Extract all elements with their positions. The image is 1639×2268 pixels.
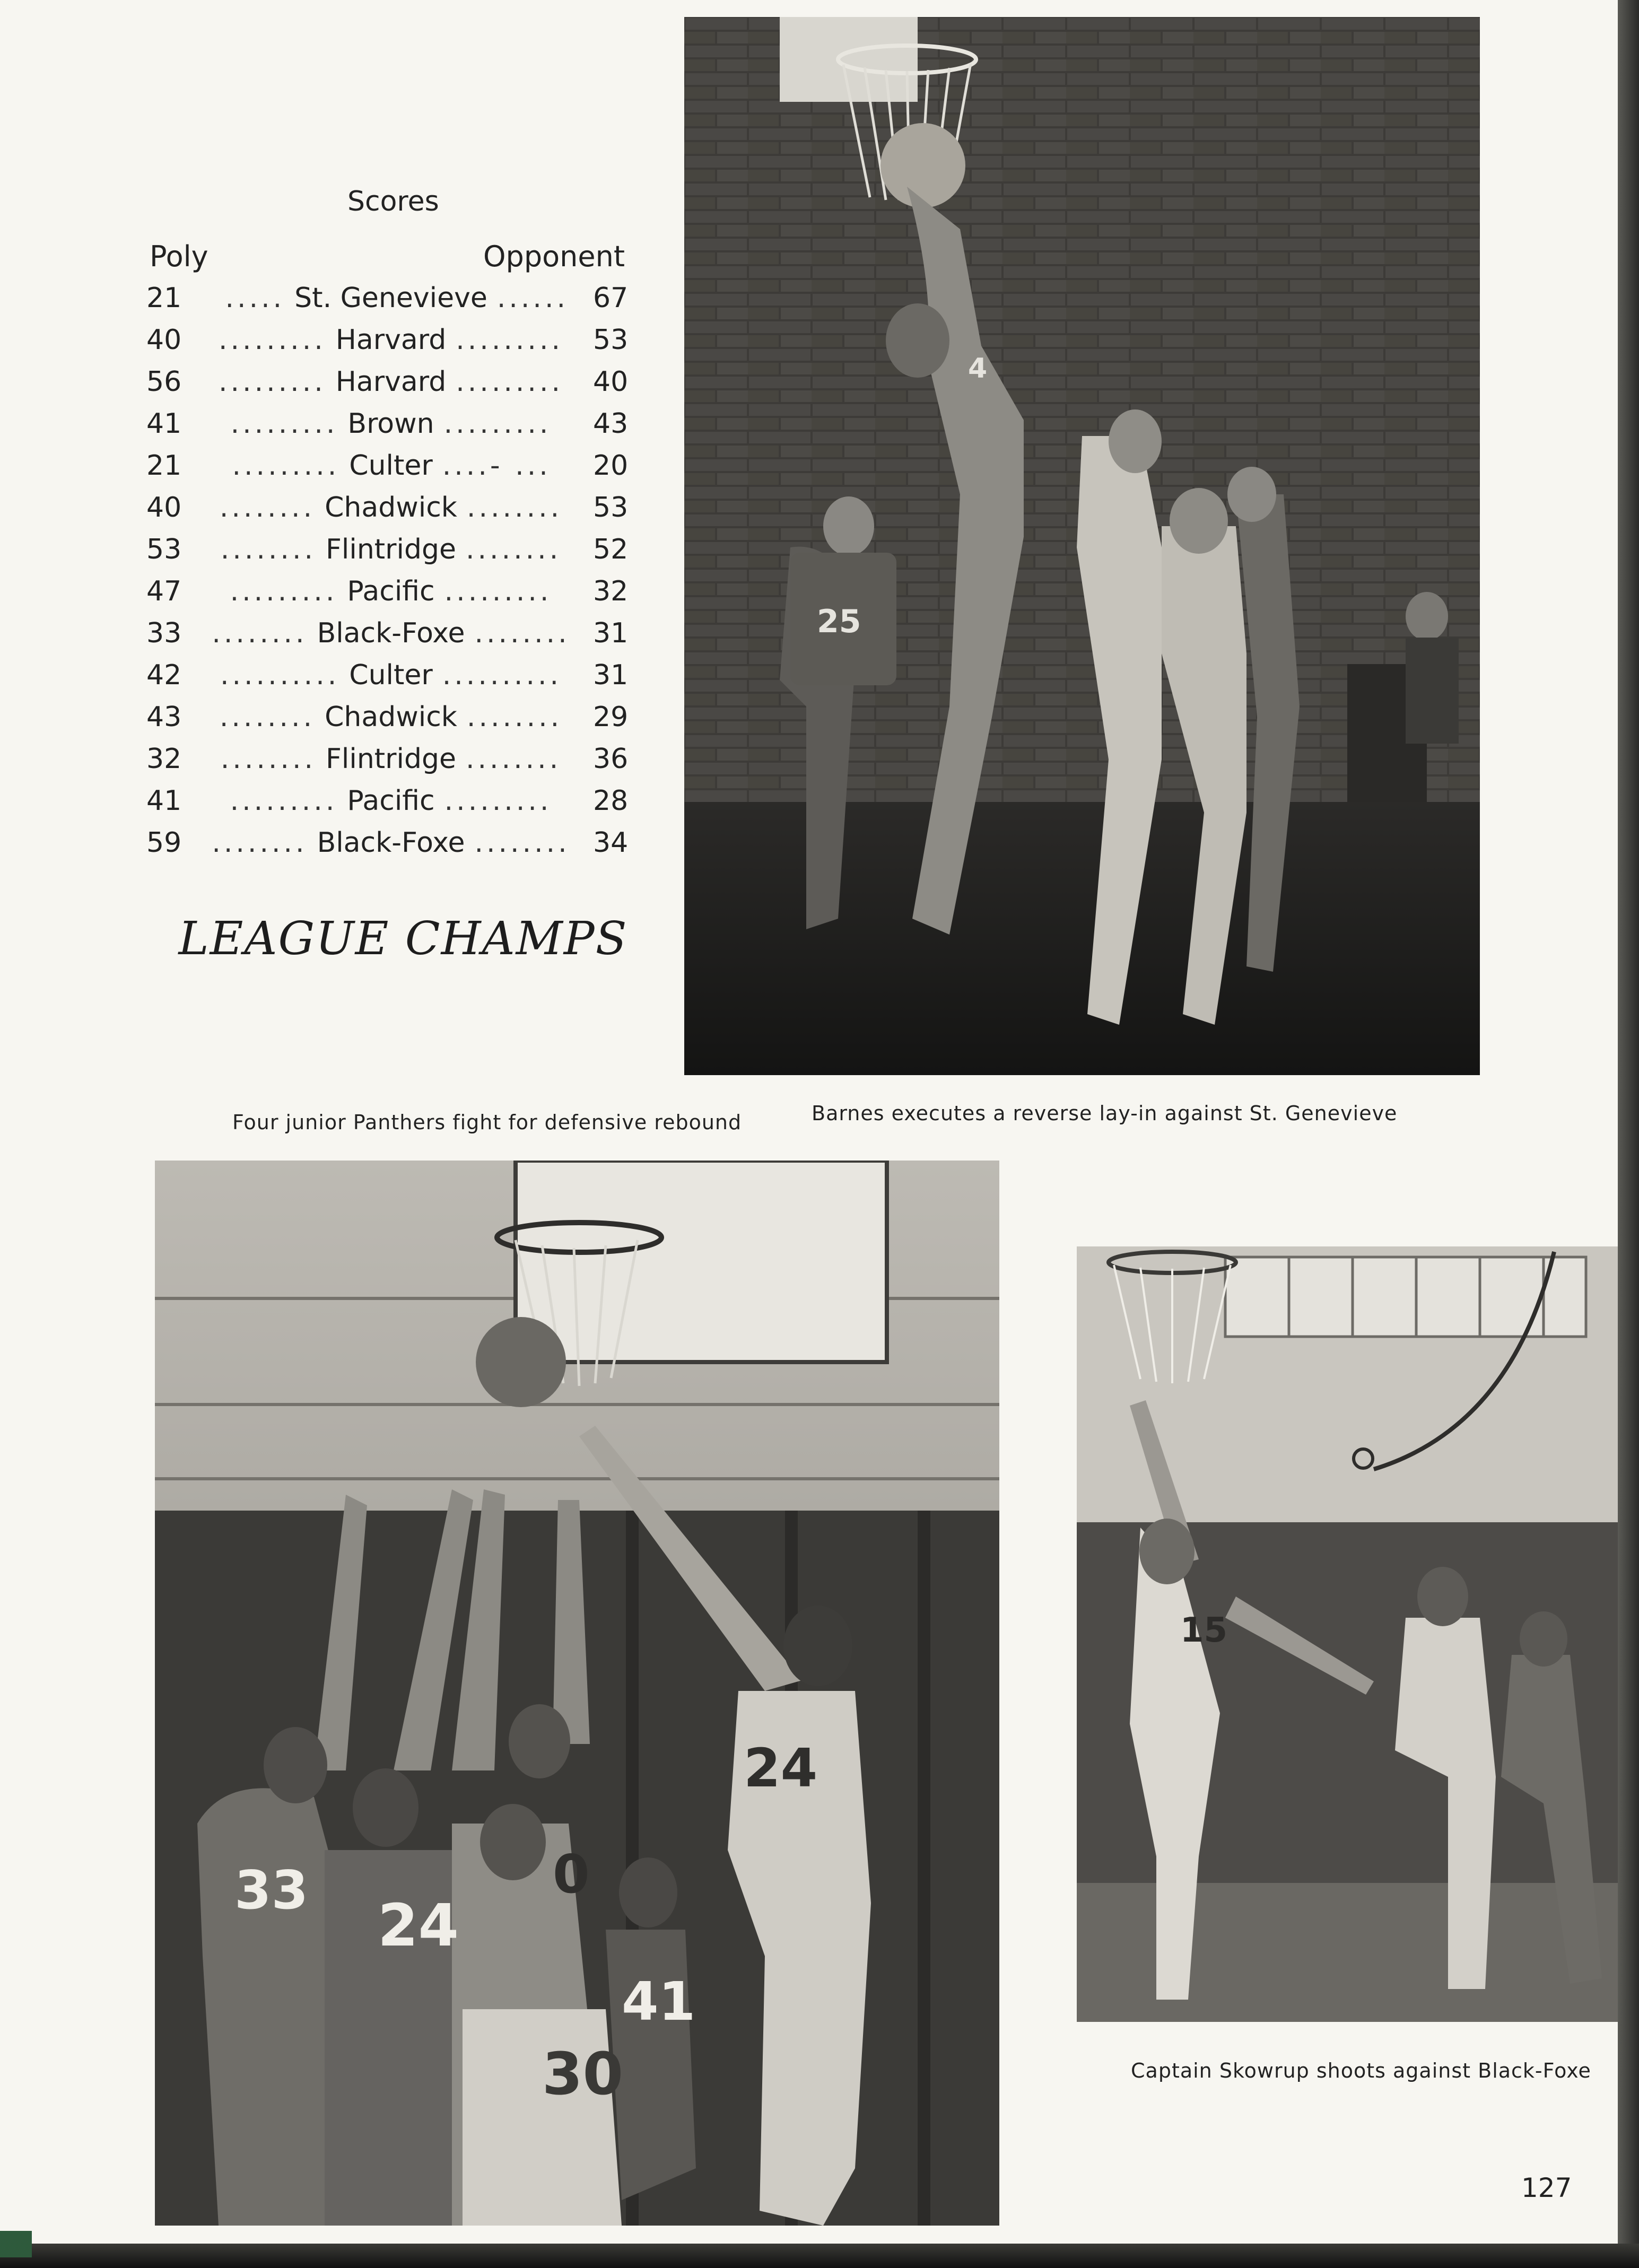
score-row: [146, 366, 629, 408]
opponent-team: Black-Foxe: [317, 617, 465, 649]
score-dots-right: .........: [456, 324, 563, 356]
opponent-score: 53: [593, 492, 629, 524]
score-dots-left: ........: [219, 492, 316, 524]
score-row: [146, 743, 629, 785]
score-row: [146, 450, 629, 492]
score-dots-left: .........: [230, 408, 338, 440]
opponent-team: Harvard: [335, 366, 447, 398]
page-edge-binding: [0, 2231, 32, 2257]
poly-score: 32: [146, 743, 182, 775]
opponent-team: Chadwick: [325, 492, 457, 524]
score-row: [146, 827, 629, 869]
poly-score: 40: [146, 492, 182, 524]
score-dots-left: .........: [219, 366, 326, 398]
score-list: [146, 282, 629, 869]
opponent-team: Brown: [347, 408, 434, 440]
score-row: [146, 659, 629, 701]
score-dots-left: ........: [212, 617, 308, 649]
score-dots-left: .........: [230, 575, 338, 607]
score-dots-left: ........: [220, 743, 317, 775]
score-dots-left: .........: [219, 324, 326, 356]
score-dots-right: .........: [456, 366, 563, 398]
poly-score: 40: [146, 324, 182, 356]
score-dots-right: ......: [496, 282, 569, 314]
score-dots-right: ..........: [442, 659, 562, 691]
score-dots-left: ..........: [220, 659, 340, 691]
score-row: [146, 492, 629, 534]
jersey-number-24-left: 24: [378, 1891, 459, 1959]
opponent-score: 40: [593, 366, 629, 398]
jersey-number-33: 33: [234, 1859, 309, 1921]
poly-score: 47: [146, 575, 182, 607]
score-dots-left: ........: [219, 701, 316, 733]
header-poly: Poly: [150, 240, 208, 273]
poly-score: 33: [146, 617, 182, 649]
opponent-score: 32: [593, 575, 629, 607]
opponent-team: St. Genevieve: [294, 282, 487, 314]
opponent-team: Culter: [349, 450, 433, 482]
opponent-score: 20: [593, 450, 629, 482]
opponent-score: 34: [593, 827, 629, 859]
opponent-team: Flintridge: [326, 743, 456, 775]
opponent-score: 36: [593, 743, 629, 775]
score-row: [146, 617, 629, 659]
poly-score: 59: [146, 827, 182, 859]
score-dots-right: ........: [466, 701, 563, 733]
opponent-team: Harvard: [335, 324, 447, 356]
score-row: [146, 575, 629, 617]
score-dots-left: .........: [230, 785, 338, 817]
jersey-number-0: 0: [553, 1843, 590, 1905]
opponent-score: 31: [593, 617, 629, 649]
score-row: [146, 701, 629, 743]
poly-score: 21: [146, 282, 182, 314]
jersey-number-15: 15: [1180, 1611, 1228, 1650]
score-dots-right: ....- ...: [442, 450, 551, 482]
poly-score: 56: [146, 366, 182, 398]
page-edge-bottom: [0, 2244, 1639, 2268]
photo-skowrup-shot: [1077, 1246, 1618, 2022]
score-dots-right: .........: [443, 408, 552, 440]
page-edge-right: [1618, 0, 1639, 2268]
opponent-score: 28: [593, 785, 629, 817]
jersey-number-24-right: 24: [744, 1737, 818, 1799]
poly-score: 53: [146, 534, 182, 565]
headline: LEAGUE CHAMPS: [178, 912, 628, 965]
score-dots-right: ........: [466, 492, 563, 524]
header-opponent: Opponent: [483, 240, 625, 273]
score-dots-right: ........: [474, 617, 570, 649]
score-row: [146, 785, 629, 827]
page-number: 127: [1521, 2173, 1572, 2203]
opponent-score: 29: [593, 701, 629, 733]
poly-score: 21: [146, 450, 182, 482]
opponent-team: Pacific: [347, 785, 435, 817]
score-row: [146, 282, 629, 324]
score-dots-left: .....: [225, 282, 285, 314]
poly-score: 41: [146, 408, 182, 440]
jersey-number-4: 4: [968, 353, 988, 385]
opponent-score: 31: [593, 659, 629, 691]
opponent-team: Chadwick: [325, 701, 457, 733]
scores-title: Scores: [347, 186, 439, 217]
photo-barnes-layin: [684, 17, 1480, 1075]
jersey-number-41: 41: [622, 1970, 696, 2033]
score-dots-right: ........: [466, 534, 562, 565]
caption-barnes: Barnes executes a reverse lay-in against St. Genevieve: [812, 1102, 1398, 1125]
photo-rebound: [155, 1161, 999, 2226]
opponent-score: 52: [593, 534, 629, 565]
score-row: [146, 408, 629, 450]
score-row: [146, 534, 629, 575]
score-dots-right: ........: [474, 827, 570, 859]
poly-score: 43: [146, 701, 182, 733]
score-dots-left: ........: [212, 827, 308, 859]
score-row: [146, 324, 629, 366]
jersey-number-30: 30: [542, 2040, 624, 2108]
opponent-score: 67: [593, 282, 629, 314]
score-dots-left: ........: [220, 534, 317, 565]
score-dots-right: .........: [444, 785, 552, 817]
opponent-team: Pacific: [347, 575, 435, 607]
opponent-team: Flintridge: [326, 534, 456, 565]
opponent-score: 43: [593, 408, 629, 440]
opponent-team: Black-Foxe: [317, 827, 465, 859]
poly-score: 42: [146, 659, 182, 691]
scores-header: [150, 240, 625, 277]
opponent-score: 53: [593, 324, 629, 356]
caption-rebound: Four junior Panthers fight for defensive rebound: [232, 1111, 742, 1134]
jersey-number-25: 25: [817, 603, 861, 640]
score-dots-right: ........: [466, 743, 562, 775]
score-dots-right: .........: [444, 575, 552, 607]
caption-skowrup: Captain Skowrup shoots against Black-Foxe: [1131, 2059, 1591, 2082]
opponent-team: Culter: [349, 659, 433, 691]
poly-score: 41: [146, 785, 182, 817]
score-dots-left: .........: [232, 450, 340, 482]
